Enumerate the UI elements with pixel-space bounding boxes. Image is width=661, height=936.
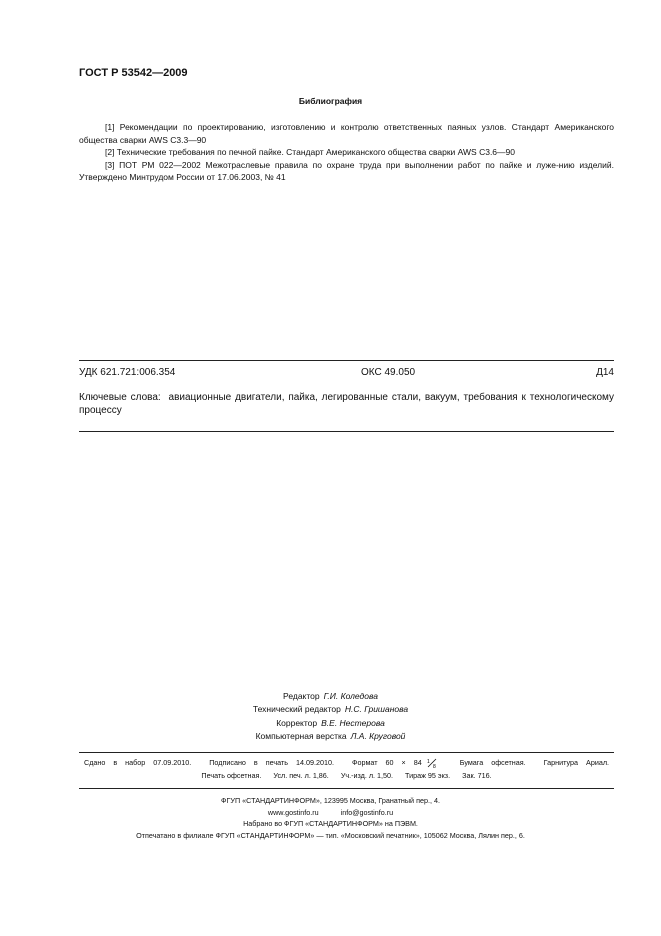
bibliography-list [79, 121, 614, 184]
publisher-address: ФГУП «СТАНДАРТИНФОРМ», 123995 Москва, Гранатный пер., 4. [221, 796, 440, 805]
staff-line: Редактор Г.И. Коледова [283, 691, 378, 701]
footer-divider [79, 788, 614, 789]
top-divider [79, 360, 614, 361]
standard-number: ГОСТ Р 53542—2009 [79, 67, 188, 79]
udc-code: УДК 621.721:006.354 [79, 367, 176, 378]
svg-text:8: 8 [432, 764, 436, 769]
footer [0, 795, 661, 841]
publishing-line-2: Печать офсетная. Усл. печ. л. 1,86. Уч.-изд. л. 1,50. Тираж 95 экз. Зак. 716. [201, 771, 492, 780]
publishing-line-1: Сдано в набор 07.09.2010. Подписано в печать 14.09.2010. Формат 60 × 84 1 8 Бумага офсетная. Гарнитура Ариал. [84, 758, 610, 769]
oks-code: ОКС 49.050 [361, 367, 416, 378]
staff-line: Технический редактор Н.С. Гришанова [252, 704, 409, 715]
staff-line: Корректор В.Е. Нестерова [276, 717, 385, 728]
keywords-text: авиационные двигатели, пайка, легированные стали, вакуум, требования к технологическому процессу [79, 392, 614, 416]
keywords-label: Ключевые слова: [79, 392, 161, 403]
staff-credits [0, 690, 661, 743]
bibliography-item: [2] Технические требования по печной пайке. Стандарт Американского общества сварки AWS C3.6—90 [105, 147, 515, 157]
bottom-divider [79, 431, 614, 432]
email-link[interactable]: info@gostinfo.ru [340, 807, 394, 817]
publishing-divider [79, 752, 614, 753]
typeset-note: Набрано во ФГУП «СТАНДАРТИНФОРМ» на ПЭВМ. [243, 819, 418, 829]
printed-note: Отпечатано в филиале ФГУП «СТАНДАРТИНФОРМ» — тип. «Московский печатник», 105062 Москва, Лялин пер., 6. [136, 830, 525, 840]
website-link[interactable]: www.gostinfo.ru [267, 807, 319, 817]
fraction-one-eighth-icon [427, 758, 437, 768]
bibliography-item: [3] ПОТ РМ 022—2002 Межотраслевые правила по охране труда при выполнении работ по пайке и луже-нию изделий. Утверждено Минтрудом России от 17.06.2003, № 41 [79, 159, 614, 182]
keywords [79, 392, 614, 417]
staff-line: Компьютерная верстка Л.А. Круговой [255, 730, 406, 741]
group-code: Д14 [596, 367, 614, 378]
bibliography-title: Библиография [298, 96, 363, 106]
bibliography-item: [1] Рекомендации по проектированию, изготовлению и контролю ответственных паяных узлов. Стандарт Американского общества сварки AWS C3.3—90 [79, 122, 614, 145]
svg-text:1: 1 [426, 759, 430, 766]
contact-line [0, 807, 661, 819]
